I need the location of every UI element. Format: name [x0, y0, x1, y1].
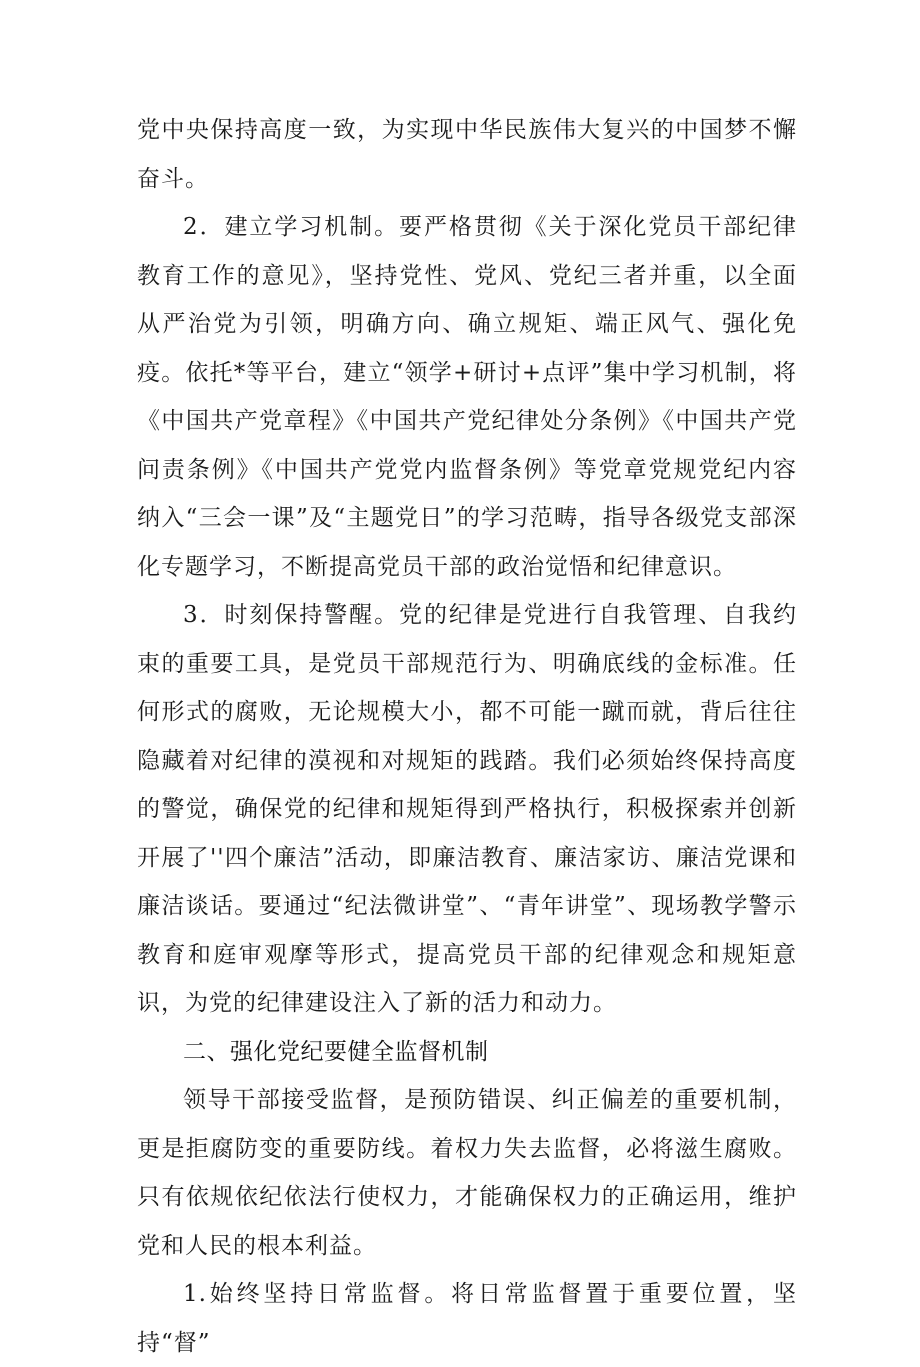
paragraph-daily-supervision: 1.始终坚持日常监督。将日常监督置于重要位置，坚持“督”: [137, 1281, 797, 1356]
paragraph-stay-vigilant: 3．时刻保持警醒。党的纪律是党进行自我管理、自我约束的重要工具，是党员干部规范行为、明确底线的金标准。任何形式的腐败，无论规模大小，都不可能一蹴而就，背后往往隐藏着对纪律的漠视和对规矩的践踏。我们必须始终保持高度的警觉，确保党的纪律和规矩得到严格执行，积极探索并创新开展了''四个廉洁”活动，即廉洁教育、廉洁家访、廉洁党课和廉洁谈话。要通过“纪法微讲堂”、“青年讲堂”、现场教学警示教育和庭审观摩等形式，提高党员干部的纪律观念和规矩意识，为党的纪律建设注入了新的活力和动力。: [137, 602, 797, 1016]
document-body: [137, 106, 797, 1367]
paragraph-supervision-intro: 领导干部接受监督，是预防错误、纠正偏差的重要机制，更是拒腐防变的重要防线。着权力失去监督，必将滋生腐败。只有依规依纪依法行使权力，才能确保权力的正确运用，维护党和人民的根本利益。: [137, 1087, 797, 1259]
paragraph-continuation: 党中央保持高度一致，为实现中华民族伟大复兴的中国梦不懈奋斗。: [137, 117, 797, 192]
section-heading: 二、强化党纪要健全监督机制: [183, 1038, 489, 1065]
paragraph-learning-mechanism: 2．建立学习机制。要严格贯彻《关于深化党员干部纪律教育工作的意见》，坚持党性、党风、党纪三者并重，以全面从严治党为引领，明确方向、确立规矩、端正风气、强化免疫。依托*等平台，建立“领学+研讨+点评”集中学习机制，将《中国共产党章程》《中国共产党纪律处分条例》《中国共产党问责条例》《中国共产党党内监督条例》等党章党规党纪内容纳入“三会一课”及“主题党日”的学习范畴，指导各级党支部深化专题学习，不断提高党员干部的政治觉悟和纪律意识。: [137, 214, 797, 580]
